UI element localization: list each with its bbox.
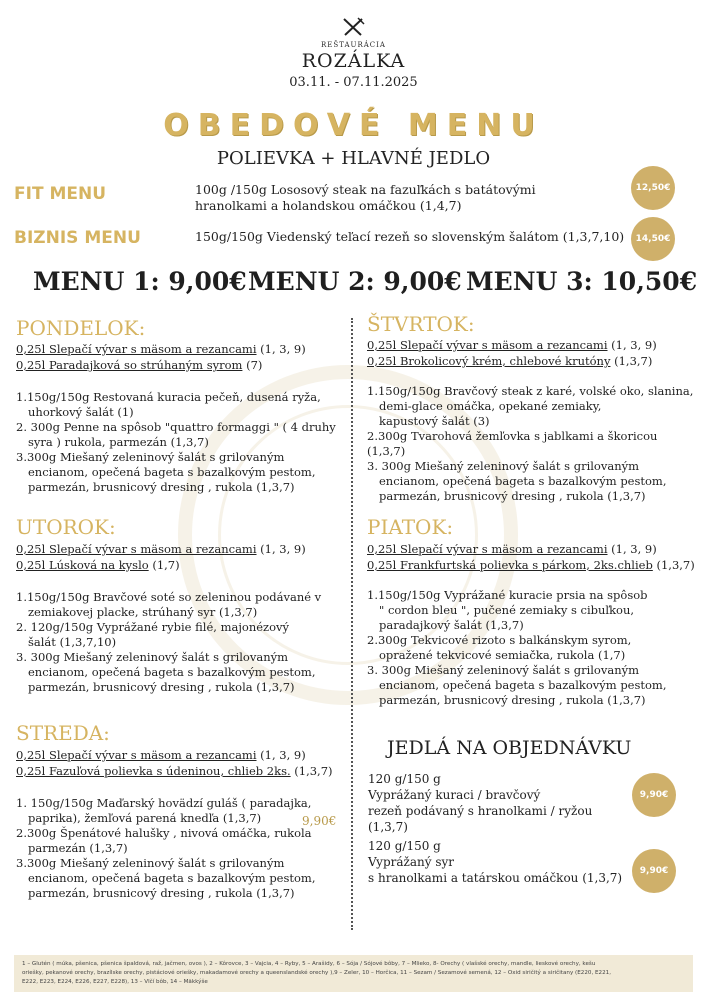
meal-line: kapustový šalát (3) bbox=[379, 414, 490, 428]
fit-menu-line2: hranolkami a holandskou omáčkou (1,4,7) bbox=[195, 198, 462, 213]
biznis-menu-text: 150g/150g Viedenský teľací rezeň so slovenským šalátom (1,3,7,10) bbox=[195, 229, 625, 244]
allergens-legend bbox=[14, 955, 693, 992]
meal-line: encianom, opečená bageta s bazalkovým pestom, bbox=[379, 678, 667, 692]
restaurant-label: REŠTAURÁCIA bbox=[321, 41, 386, 49]
meal-line: 3. 300g Miešaný zeleninový šalát s grilovaným bbox=[16, 650, 289, 664]
allergen-codes: (7) bbox=[242, 358, 263, 372]
thursday-meals bbox=[367, 384, 697, 504]
day-monday: PONDELOK: bbox=[16, 316, 146, 340]
wednesday-soup2 bbox=[16, 763, 333, 779]
soup-name: 0,25l Paradajková so strúhaným syrom bbox=[16, 358, 243, 372]
meal-line: 1.150g/150g Bravčový steak z karé, volské oko, slanina, bbox=[367, 384, 694, 398]
meal-line: 2.300g Špenátové halušky , nivová omáčka, rukola bbox=[16, 826, 312, 840]
meal-line: parmezán (1,3,7) bbox=[28, 841, 128, 855]
menu3-price: MENU 3: 10,50€ bbox=[466, 267, 698, 296]
soup-name: 0,25l Slepačí vývar s mäsom a rezancami bbox=[16, 542, 257, 556]
tuesday-soup1 bbox=[16, 541, 306, 557]
restaurant-name: ROZÁLKA bbox=[301, 50, 406, 72]
meal-line: 3. 300g Miešaný zeleninový šalát s grilovaným bbox=[367, 663, 640, 677]
order-line: s hranolkami a tatárskou omáčkou (1,3,7) bbox=[368, 871, 623, 885]
wednesday-soup1 bbox=[16, 747, 306, 763]
wednesday-meal1-price: 9,90€ bbox=[302, 814, 337, 828]
allergens-line: E222, E223, E224, E226, E227, E228), 13 – Vlčí bôb, 14 – Mäkkýše bbox=[22, 979, 208, 985]
day-thursday: ŠTVRTOK: bbox=[367, 312, 475, 336]
allergen-codes: (1, 3, 9) bbox=[256, 748, 306, 762]
order-line: 120 g/150 g bbox=[368, 839, 441, 853]
allergen-codes: (1,3,7) bbox=[290, 764, 333, 778]
meal-line: encianom, opečená bageta s bazalkovým pestom, bbox=[28, 465, 316, 479]
meal-line: 2. 120g/150g Vyprážané rybie filé, majonézový bbox=[16, 620, 290, 634]
menu2-price: MENU 2: 9,00€ bbox=[248, 267, 462, 296]
monday-soup1 bbox=[16, 341, 306, 357]
meal-line: encianom, opečená bageta s bazalkovým pestom, bbox=[28, 871, 316, 885]
meal-line: syra ) rukola, parmezán (1,3,7) bbox=[28, 435, 209, 449]
allergens-line: oriešky, pekanové orechy, brazílske orechy, pistáciové oriešky, makadamové orechy a queenslandské orechy ),9 – Zeler, 10 – Horčica, 11 – Sezam / Sezamové semená, 12 – Oxid siričitý a siričitany (E220, E221, bbox=[22, 970, 611, 976]
monday-soup2 bbox=[16, 357, 262, 373]
order-item-2 bbox=[368, 838, 638, 886]
order-item-1 bbox=[368, 771, 638, 835]
meal-line: 3.300g Miešaný zeleninový šalát s grilovaným bbox=[16, 450, 285, 464]
order-section-title: JEDLÁ NA OBJEDNÁVKU bbox=[387, 737, 632, 759]
soup-name: 0,25l Slepačí vývar s mäsom a rezancami bbox=[16, 748, 257, 762]
meal-line: 2.300g Tvarohová žemľovka s jablkami a škoricou (1,3,7) bbox=[367, 429, 658, 458]
fit-menu-price: 12,50€ bbox=[631, 166, 675, 210]
allergen-codes: (1, 3, 9) bbox=[607, 542, 657, 556]
tuesday-meals bbox=[16, 590, 346, 695]
fit-menu-text bbox=[195, 182, 615, 214]
meal-line: parmezán, brusnicový dresing , rukola (1,3,7) bbox=[28, 886, 295, 900]
soup-name: 0,25l Fazuľová polievka s údeninou, chlieb 2ks. bbox=[16, 764, 291, 778]
soup-name: 0,25l Slepačí vývar s mäsom a rezancami bbox=[367, 338, 608, 352]
soup-name: 0,25l Brokolicový krém, chlebové krutóny bbox=[367, 354, 611, 368]
meal-line: 3.300g Miešaný zeleninový šalát s grilovaným bbox=[16, 856, 285, 870]
thursday-soup1 bbox=[367, 337, 657, 353]
order-item-2-price: 9,90€ bbox=[632, 849, 676, 893]
order-line: 120 g/150 g bbox=[368, 772, 441, 786]
wednesday-meals bbox=[16, 796, 346, 901]
cutlery-icon bbox=[341, 17, 365, 37]
meal-line: " cordon bleu ", pučené zemiaky s cibuľkou, bbox=[379, 603, 635, 617]
meal-line: 1.150g/150g Restovaná kuracia pečeň, dusená ryža, bbox=[16, 390, 321, 404]
soup-name: 0,25l Lúsková na kyslo bbox=[16, 558, 149, 572]
column-divider bbox=[351, 318, 353, 930]
allergen-codes: (1, 3, 9) bbox=[607, 338, 657, 352]
allergens-line: 1 – Glutén ( múka, pšenica, pšenica špaldová, raž, jačmen, ovos ), 2 – Kôrovce, 3 – Vajcia, 4 – Ryby, 5 – Arašidy, 6 – Sója / Sójové bôby, 7 – Mlieko, 8- Orechy ( vlašské orechy, mandle, lieskové orechy, kešu bbox=[22, 961, 596, 967]
biznis-menu-price: 14,50€ bbox=[631, 217, 675, 261]
meal-line: parmezán, brusnicový dresing , rukola (1,3,7) bbox=[379, 489, 646, 503]
meal-line: paprika), žemľová parená knedľa (1,3,7) bbox=[28, 811, 262, 825]
biznis-menu-label: BIZNIS MENU bbox=[14, 228, 141, 248]
meal-line: opražené tekvicové semiačka, rukola (1,7) bbox=[379, 648, 626, 662]
soup-name: 0,25l Frankfurtská polievka s párkom, 2ks.chlieb bbox=[367, 558, 653, 572]
friday-soup1 bbox=[367, 541, 657, 557]
meal-line: zemiakovej placke, strúhaný syr (1,3,7) bbox=[28, 605, 258, 619]
menu1-price: MENU 1: 9,00€ bbox=[33, 267, 247, 296]
day-friday: PIATOK: bbox=[367, 515, 454, 539]
monday-meals bbox=[16, 390, 346, 495]
order-line: rezeň podávaný s hranolkami / ryžou bbox=[368, 804, 593, 818]
meal-line: 1.150g/150g Vyprážané kuracie prsia na spôsob bbox=[367, 588, 648, 602]
meal-line: uhorkový šalát (1) bbox=[28, 405, 134, 419]
order-item-1-price: 9,90€ bbox=[632, 773, 676, 817]
meal-line: parmezán, brusnicový dresing , rukola (1,3,7) bbox=[379, 693, 646, 707]
meal-line: demi-glace omáčka, opekané zemiaky, bbox=[379, 399, 602, 413]
order-line: (1,3,7) bbox=[368, 820, 408, 834]
meal-line: paradajkový šalát (1,3,7) bbox=[379, 618, 524, 632]
meal-line: 2.300g Tekvicové rizoto s balkánskym syrom, bbox=[367, 633, 632, 647]
meal-line: encianom, opečená bageta s bazalkovým pestom, bbox=[28, 665, 316, 679]
page-subtitle: POLIEVKA + HLAVNÉ JEDLO bbox=[216, 148, 491, 169]
order-line: Vyprážaný syr bbox=[368, 855, 455, 869]
allergen-codes: (1,3,7) bbox=[652, 558, 695, 572]
allergen-codes: (1,7) bbox=[148, 558, 180, 572]
thursday-soup2 bbox=[367, 353, 652, 369]
meal-line: parmezán, brusnicový dresing , rukola (1,3,7) bbox=[28, 680, 295, 694]
day-wednesday: STREDA: bbox=[16, 721, 110, 745]
allergen-codes: (1, 3, 9) bbox=[256, 342, 306, 356]
day-tuesday: UTOROK: bbox=[16, 515, 116, 539]
allergen-codes: (1,3,7) bbox=[610, 354, 653, 368]
allergen-codes: (1, 3, 9) bbox=[256, 542, 306, 556]
meal-line: parmezán, brusnicový dresing , rukola (1,3,7) bbox=[28, 480, 295, 494]
tuesday-soup2 bbox=[16, 557, 180, 573]
meal-line: 3. 300g Miešaný zeleninový šalát s grilovaným bbox=[367, 459, 640, 473]
friday-soup2 bbox=[367, 557, 695, 573]
soup-name: 0,25l Slepačí vývar s mäsom a rezancami bbox=[16, 342, 257, 356]
meal-line: 1.150g/150g Bravčové soté so zeleninou podávané v bbox=[16, 590, 322, 604]
friday-meals bbox=[367, 588, 697, 708]
fit-menu-label: FIT MENU bbox=[14, 184, 107, 204]
meal-line: šalát (1,3,7,10) bbox=[28, 635, 117, 649]
fit-menu-line1: 100g /150g Lososový steak na fazuľkách s batátovými bbox=[195, 182, 536, 197]
menu-dates: 03.11. - 07.11.2025 bbox=[289, 75, 418, 90]
meal-line: 2. 300g Penne na spôsob "quattro formaggi " ( 4 druhy bbox=[16, 420, 336, 434]
soup-name: 0,25l Slepačí vývar s mäsom a rezancami bbox=[367, 542, 608, 556]
meal-line: encianom, opečená bageta s bazalkovým pestom, bbox=[379, 474, 667, 488]
order-line: Vyprážaný kuraci / bravčový bbox=[368, 788, 541, 802]
page-title: OBEDOVÉ MENU bbox=[163, 108, 544, 143]
meal-line: 1. 150g/150g Maďarský hovädzí guláš ( paradajka, bbox=[16, 796, 312, 810]
